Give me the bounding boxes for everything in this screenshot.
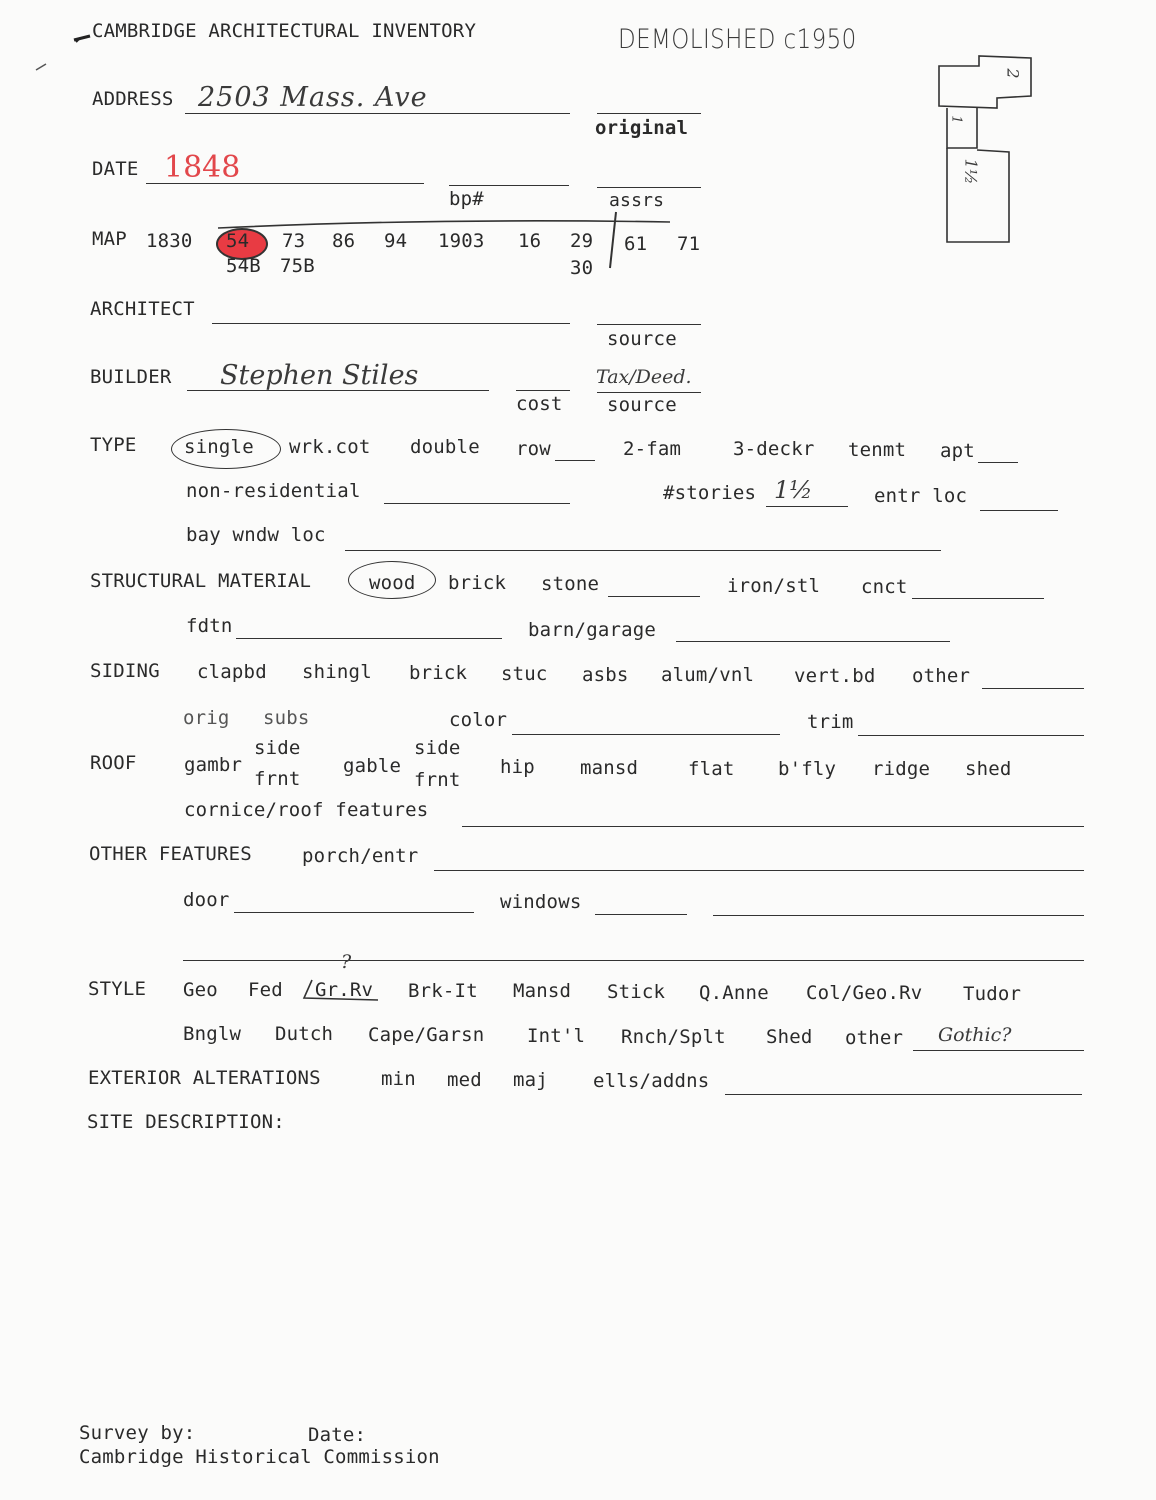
siding-trim-line — [858, 735, 1084, 736]
bp-line — [449, 185, 569, 186]
other-features-label: OTHER FEATURES — [89, 843, 252, 865]
bay-wndw-line — [345, 550, 941, 551]
architect-source-label: source — [607, 328, 677, 350]
style-option-brk-it: Brk-It — [408, 980, 478, 1002]
roof-gambr: gambr — [184, 754, 243, 776]
roof-option-mansd: mansd — [580, 757, 639, 779]
non-residential-line — [384, 503, 570, 504]
style-label: STYLE — [88, 978, 147, 1000]
fdtn-label: fdtn — [186, 615, 233, 637]
architect-source-line — [597, 324, 701, 325]
site-description-label: SITE DESCRIPTION: — [87, 1111, 285, 1133]
map-year-71: 71 — [677, 233, 701, 255]
roof-option-flat: flat — [688, 758, 735, 780]
roof-option-hip: hip — [500, 756, 535, 778]
alterations-label: EXTERIOR ALTERATIONS — [88, 1067, 321, 1089]
style-other-value: Gothic? — [938, 1024, 1012, 1046]
roof-option-ridge: ridge — [872, 758, 931, 780]
date-label: DATE — [92, 158, 139, 180]
type-option-row: row — [516, 438, 551, 460]
structural-option-iron-stl: iron/stl — [727, 575, 821, 597]
roof-gable-frnt: frnt — [414, 769, 461, 791]
roof-option-shed: shed — [965, 758, 1012, 780]
siding-option-shingl: shingl — [302, 661, 372, 683]
map-label: MAP — [92, 228, 127, 250]
style-option-q-anne: Q.Anne — [699, 982, 769, 1004]
ells-addns-line — [725, 1094, 1082, 1095]
apt-line — [978, 462, 1018, 463]
siding-subs-label: subs — [263, 707, 310, 729]
structural-label: STRUCTURAL MATERIAL — [90, 570, 312, 592]
siding-option-asbs: asbs — [582, 664, 629, 686]
style-question-mark: ? — [341, 951, 352, 973]
style-option-fed: Fed — [248, 979, 283, 1001]
roof-label: ROOF — [90, 752, 137, 774]
form-title: CAMBRIDGE ARCHITECTURAL INVENTORY — [92, 20, 477, 42]
style-other-line — [913, 1050, 1084, 1051]
bay-wndw-label: bay wndw loc — [186, 524, 326, 546]
stories-value: 1½ — [774, 476, 813, 504]
style-option-bnglw: Bnglw — [183, 1023, 242, 1045]
roof-option-bfly: b'fly — [778, 758, 837, 780]
style-option-tudor: Tudor — [963, 983, 1022, 1005]
structural-option-cnct: cnct — [861, 576, 908, 598]
builder-line — [187, 390, 489, 391]
map-year-16: 16 — [518, 230, 542, 252]
row-line — [555, 460, 595, 461]
stories-line — [766, 506, 848, 507]
siding-color-line — [512, 734, 780, 735]
siding-option-other: other — [912, 665, 971, 687]
style-option-geo: Geo — [183, 979, 218, 1001]
map-year-86: 86 — [332, 230, 356, 252]
map-year-29: 29 — [570, 230, 594, 252]
cost-label: cost — [516, 393, 563, 415]
address-value: 2503 Mass. Ave — [198, 82, 428, 113]
assrs-label: assrs — [609, 190, 665, 211]
cornice-label: cornice/roof features — [184, 799, 429, 821]
sketch-label-lower: 1½ — [961, 158, 981, 185]
structural-option-brick: brick — [448, 572, 507, 594]
entr-loc-label: entr loc — [874, 485, 968, 507]
stone-line — [608, 596, 700, 597]
ells-addns-label: ells/addns — [593, 1070, 710, 1092]
style-option-cape-garsn: Cape/Garsn — [368, 1024, 485, 1046]
siding-trim-label: trim — [807, 711, 854, 733]
type-option-wrk-cot: wrk.cot — [289, 436, 371, 458]
map-year-61: 61 — [624, 233, 648, 255]
roof-gable: gable — [343, 755, 402, 777]
windows-line — [595, 914, 687, 915]
builder-source-label: source — [607, 394, 677, 416]
cost-line — [516, 390, 570, 391]
type-label: TYPE — [90, 434, 137, 456]
cnct-line — [912, 598, 1044, 599]
roof-gambr-side: side — [254, 737, 301, 759]
windows-extra-line — [713, 915, 1084, 916]
original-label: original — [595, 117, 689, 139]
fdtn-line — [236, 638, 502, 639]
style-option-gr-rv: Gr.Rv — [315, 979, 374, 1001]
siding-color-label: color — [449, 709, 508, 731]
siding-option-brick: brick — [409, 662, 468, 684]
barn-garage-line — [676, 641, 950, 642]
original-line — [597, 113, 701, 114]
map-year-1903: 1903 — [438, 230, 485, 252]
siding-option-clapbd: clapbd — [197, 661, 267, 683]
style-option-stick: Stick — [607, 981, 666, 1003]
style-option-shed: Shed — [766, 1026, 813, 1048]
map-year-54: 54 — [226, 230, 250, 252]
corner-mark — [30, 28, 100, 78]
assrs-line — [597, 187, 701, 188]
siding-other-line — [982, 688, 1084, 689]
demolished-note: DEMOLISHED c1950 — [618, 24, 857, 55]
commission-name: Cambridge Historical Commission — [79, 1446, 440, 1468]
features-extra-line — [183, 960, 1084, 961]
map-year-30: 30 — [570, 257, 594, 279]
barn-garage-label: barn/garage — [528, 619, 657, 641]
survey-by-label: Survey by: — [79, 1422, 196, 1444]
date-line — [146, 183, 424, 184]
date-value: 1848 — [164, 150, 241, 185]
address-line — [185, 113, 570, 114]
architect-line — [212, 323, 570, 324]
sketch-label-upper: 2 — [1003, 68, 1023, 79]
builder-value: Stephen Stiles — [220, 360, 419, 391]
address-label: ADDRESS — [92, 88, 174, 110]
bp-label: bp# — [449, 188, 484, 210]
stories-label: #stories — [663, 482, 757, 504]
non-residential-label: non-residential — [186, 480, 361, 502]
type-option-double: double — [410, 436, 480, 458]
alteration-option-med: med — [447, 1069, 482, 1091]
type-option-single: single — [184, 436, 254, 458]
sketch-label-side: 1 — [948, 115, 964, 124]
style-option-mansd: Mansd — [513, 980, 572, 1002]
architect-label: ARCHITECT — [90, 298, 195, 320]
style-option-dutch: Dutch — [275, 1023, 334, 1045]
builder-source-value: Tax/Deed. — [596, 366, 692, 388]
map-year-75b: 75B — [280, 255, 315, 277]
style-option-col-geo-rv: Col/Geo.Rv — [806, 982, 923, 1004]
door-line — [234, 912, 474, 913]
roof-gambr-frnt: frnt — [254, 768, 301, 790]
survey-date-label: Date: — [308, 1424, 367, 1446]
alteration-option-maj: maj — [513, 1069, 548, 1091]
style-option-intl: Int'l — [527, 1025, 586, 1047]
builder-label: BUILDER — [90, 366, 172, 388]
alteration-option-min: min — [381, 1068, 416, 1090]
door-label: door — [183, 889, 230, 911]
porch-entr-label: porch/entr — [302, 845, 419, 867]
building-sketch — [935, 52, 1045, 252]
style-option-other: other — [845, 1027, 904, 1049]
windows-label: windows — [500, 891, 582, 913]
map-year-1830: 1830 — [146, 230, 193, 252]
porch-entr-line — [434, 870, 1084, 871]
type-option-tenmt: tenmt — [848, 439, 907, 461]
map-year-54b: 54B — [226, 255, 261, 277]
siding-option-alum-vnl: alum/vnl — [661, 664, 755, 686]
siding-label: SIDING — [90, 660, 160, 682]
map-year-94: 94 — [384, 230, 408, 252]
structural-option-stone: stone — [541, 573, 600, 595]
cornice-line — [462, 826, 1084, 827]
structural-option-wood: wood — [369, 572, 416, 594]
entr-loc-line — [980, 510, 1058, 511]
siding-option-vert-bd: vert.bd — [794, 665, 876, 687]
siding-orig-label: orig — [183, 707, 230, 729]
roof-gable-side: side — [414, 737, 461, 759]
style-option-rnch-splt: Rnch/Splt — [621, 1026, 726, 1048]
builder-source-line — [597, 392, 701, 393]
type-option-apt: apt — [940, 440, 975, 462]
map-year-73: 73 — [282, 230, 306, 252]
type-option-3-deckr: 3-deckr — [733, 438, 815, 460]
type-option-2-fam: 2-fam — [623, 438, 682, 460]
siding-option-stuc: stuc — [501, 663, 548, 685]
